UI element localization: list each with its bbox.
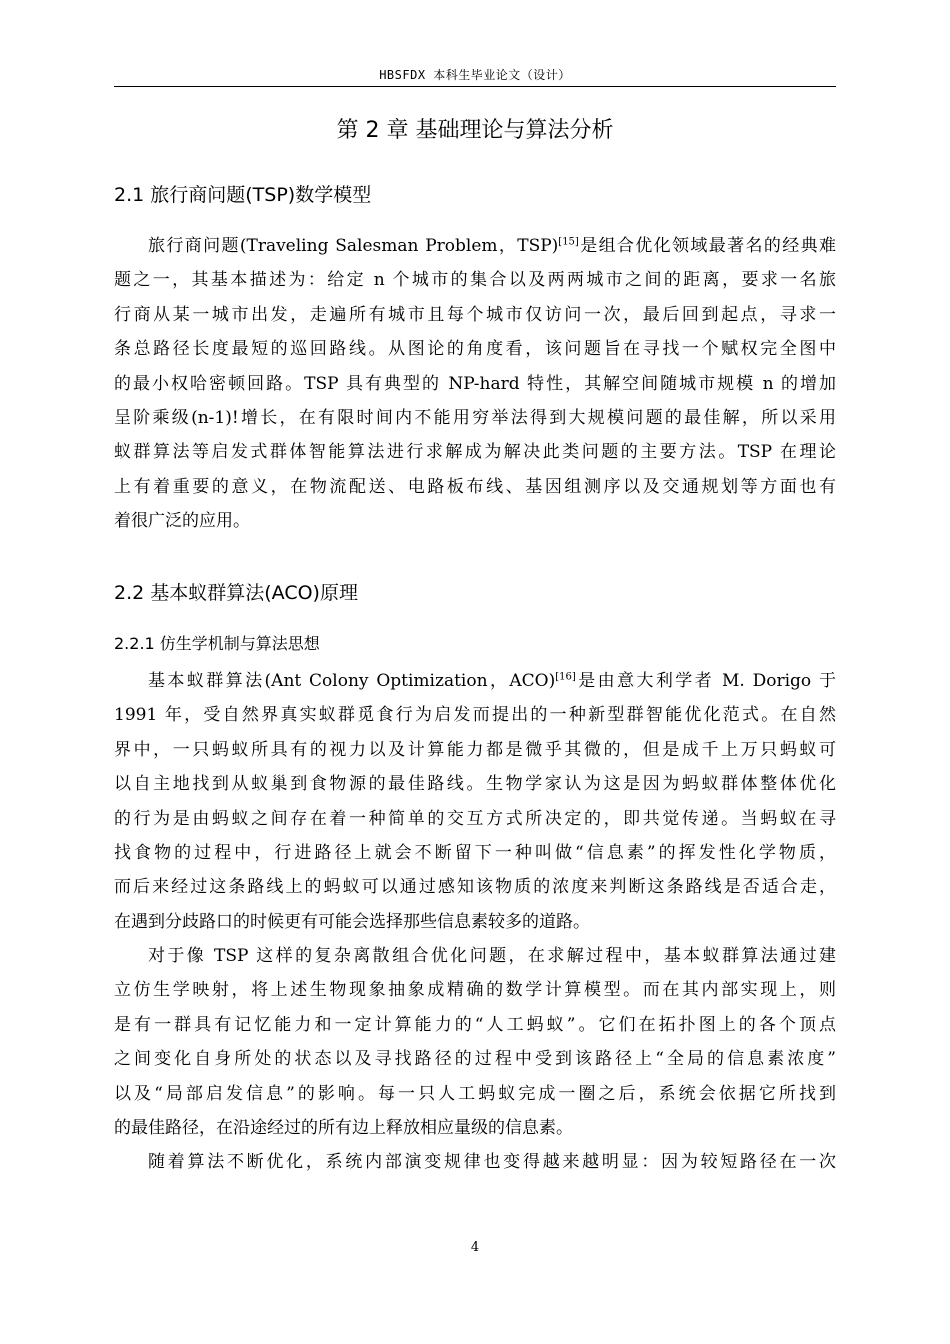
paragraph-line: 以及“局部启发信息”的影响。每一只人工蚂蚁完成一圈之后，系统会依据它所找到 [114, 1083, 836, 1104]
paragraph-line: 1991 年，受自然界真实蚁群觅食行为启发而提出的一种新型群智能优化范式。在自然 [114, 705, 836, 726]
paragraph-line: 在遇到分歧路口的时候更有可能会选择那些信息素较多的道路。 [114, 911, 590, 932]
section-title-2-2: 2.2 基本蚁群算法(ACO)原理 [114, 582, 358, 604]
paragraph-text: 基本蚁群算法(Ant Colony Optimization，ACO) [148, 671, 556, 691]
paragraph-line: 的行为是由蚂蚁之间存在着一种简单的交互方式所决定的，即共觉传递。当蚂蚁在寻 [114, 808, 836, 829]
paragraph-line: 随着算法不断优化，系统内部演变规律也变得越来越明显：因为较短路径在一次 [148, 1152, 836, 1172]
paragraph-line: 以自主地找到从蚁巢到食物源的最佳路线。生物学家认为这是因为蚂蚁群体整体优化 [114, 774, 836, 795]
paragraph-line: 界中，一只蚂蚁所具有的视力以及计算能力都是微乎其微的，但是成千上万只蚂蚁可 [114, 739, 836, 760]
paragraph-line: 呈阶乘级(n-1)!增长，在有限时间内不能用穷举法得到大规模问题的最佳解，所以采用 [114, 408, 836, 429]
paragraph-tsp-definition [114, 229, 836, 539]
paragraph-line: 题之一，其基本描述为：给定 n 个城市的集合以及两两城市之间的距离，要求一名旅 [114, 270, 836, 291]
paragraph-line: 而后来经过这条路线上的蚂蚁可以通过感知该物质的浓度来判断这条路线是否适合走， [114, 877, 836, 898]
paragraph-line: 是有一群具有记忆能力和一定计算能力的“人工蚂蚁”。它们在拓扑图上的各个顶点 [114, 1014, 836, 1035]
paragraph-line: 立仿生学映射，将上述生物现象抽象成精确的数学计算模型。而在其内部实现上，则 [114, 980, 836, 1001]
paragraph-line: 着很广泛的应用。 [114, 511, 250, 532]
paragraph-text: 是组合优化领域最著名的经典难 [578, 236, 836, 256]
paragraph-line: 之间变化自身所处的状态以及寻找路径的过程中受到该路径上“全局的信息素浓度” [114, 1049, 836, 1070]
paragraph-line: 的最小权哈密顿回路。TSP 具有典型的 NP-hard 特性，其解空间随城市规模 n 的增加 [114, 373, 836, 394]
chapter-title: 第 2 章 基础理论与算法分析 [336, 118, 614, 143]
header-rule [114, 86, 836, 87]
paragraph-line: 蚁群算法等启发式群体智能算法进行求解成为解决此类问题的主要方法。TSP 在理论 [114, 442, 836, 463]
paragraph-line [114, 229, 836, 263]
paragraph-line: 找食物的过程中，行进路径上就会不断留下一种叫做“信息素”的挥发性化学物质， [114, 843, 836, 864]
paragraph-aco-model [114, 939, 836, 1145]
paragraph-line: 对于像 TSP 这样的复杂离散组合优化问题，在求解过程中，基本蚁群算法通过建 [148, 946, 836, 966]
paragraph-line: 行商从某一城市出发，走遍所有城市且每个城市仅访问一次，最后回到起点，寻求一 [114, 304, 836, 325]
paragraph-aco-origin [114, 664, 836, 939]
paragraph-line: 条总路径长度最短的巡回路线。从图论的角度看，该问题旨在寻找一个赋权完全图中 [114, 339, 836, 360]
page-number: 4 [470, 1240, 480, 1255]
citation-16[interactable]: [16] [555, 671, 576, 683]
subsection-title-2-2-1: 2.2.1 仿生学机制与算法思想 [114, 634, 320, 653]
paragraph-text: 是由意大利学者 M. Dorigo 于 [575, 671, 836, 691]
section-title-2-1: 2.1 旅行商问题(TSP)数学模型 [114, 184, 372, 206]
paragraph-text: 旅行商问题(Traveling Salesman Problem，TSP) [148, 236, 559, 256]
paragraph-line [114, 664, 836, 698]
running-header: HBSFDX 本科生毕业论文（设计） [379, 68, 571, 82]
paragraph-line: 的最佳路径，在沿途经过的所有边上释放相应量级的信息素。 [114, 1118, 573, 1139]
citation-15[interactable]: [15] [558, 236, 579, 248]
paragraph-aco-evolution [114, 1145, 836, 1179]
paragraph-line: 上有着重要的意义，在物流配送、电路板布线、基因组测序以及交通规划等方面也有 [114, 476, 836, 497]
